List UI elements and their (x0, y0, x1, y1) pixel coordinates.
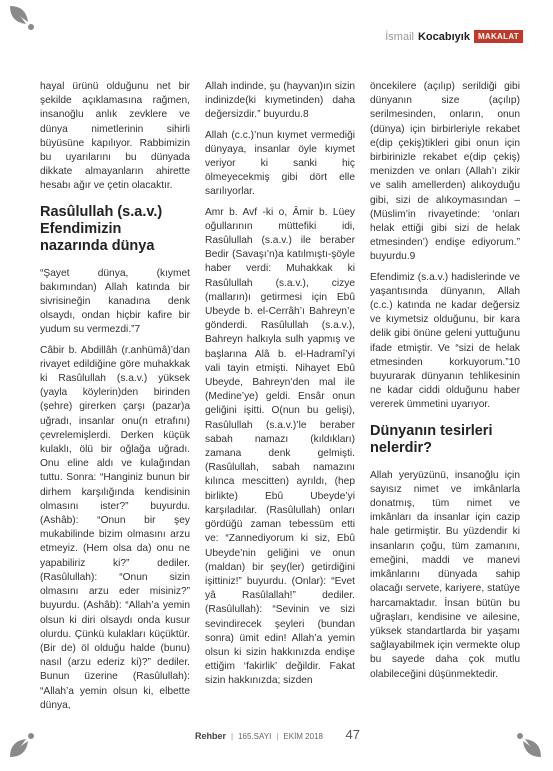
author-last-name: Kocabıyık (417, 30, 470, 43)
issue-date: EKİM 2018 (283, 732, 323, 741)
text-column-3 (370, 80, 520, 688)
paragraph: öncekilere (açılıp) serildiği gibi dünyanın size (açılıp) serilmesinden, onların, onun (dünya) için birbirleriyle rekabet e(dip çekiş)tikleri gibi onun için birbirinizle rekabet e(dip çekiş) menizden ve onları (Allah’ı zikir ve salih amellerden) alıkoyduğu gibi, sizi de alıkoymasından –(Müslim’in rivayetinde: ‘onları helak ettiği gibi sizi de helak etmesinden’) endişe ediyorum.” buyurdu.9 (370, 81, 520, 263)
page-footer (195, 727, 360, 742)
section-badge: MAKALAT (474, 30, 523, 43)
paragraph: Amr b. Avf -ki o, Âmir b. Lüey oğullarının müttefiki idi, Rasûlullah (s.a.v.) ile beraber Bedir (Savaşı’n)a katılmıştı-şöyle haber verdi: Muhakkak ki Rasûlullah (s.a.v.), cizye (malların)ı getirmesi için Ebû Ubeyde b. el-Cerrâh’ı Bahreyn’e gönderdi. Rasûlullah (s.a.v.), Bahreyn halkıyla sulh yapmış ve başlarına Alâ b. el-Hadramî’yi vali tayin etmişti. Nihayet Ebû Ubeyde, Bahreyn’den mal ile (Medine’ye) geldi. Ensâr onun geliğini işitti. O(nun bu gelişi), Rasûlullah (s.a.v.)’le beraber sabah namazı (kıldıkları) zamana denk gelmişti. (Rasûlullah, sabah namazını kılınca mescitten) ayrıldı, (hep birlikte) Ebû Ubeyde’yi karşıladılar. (Rasûlullah) onları gördüğü zaman tebessüm etti ve: “Zannediyorum ki siz, Ebû Ubeyde’nin geliğini ve onun (maldan) bir şey(ler) getirdiğini işittiniz!” buyurdu. (Onlar): “Evet yâ Rasûlallah!” dediler. (Rasûlullah): “Sevinin ve sizi sevindirecek şeyleri (bundan sonra) ümit edin! Allah’a yemin olsun ki sizin hakkınızda endişe ettiğim ‘fakirlik’ değildir. Fakat sizin hakkınızda; sizden (205, 206, 355, 687)
paragraph: hayal ürünü olduğunu net bir şekilde açıklamasına rağmen, insanoğlu anlık zevklere ve dünya nimetlerinin sihirli büyüsüne kapılıyor. Rabbimizin bu uyarılarını bu dünyada dikkate almayanların ahirette hesabı ağır ve çetin olacaktır. (40, 81, 190, 192)
paragraph: Allah indinde, şu (hayvan)ın sizin indinizde(ki kıymetinden) daha değersizdir.” buyurdu.8 (205, 81, 355, 121)
issue-number: 165.SAYI (238, 732, 272, 741)
corner-ornament-icon (6, 2, 52, 48)
corner-ornament-icon (6, 715, 52, 761)
paragraph: Allah yeryüzünü, insanoğlu için sayısız nimet ve imkânlarla donatmış, tüm nimet ve imkânları da insanlar için cazip hale getirmiştir. Bu yüzdendir ki insanların çoğu, tüm zamanını, emeğini, maddi ve manevi imkânlarını dünyada sahip olacağı servete, kariyere, statüye harcamaktadır. İnsan bütün bu uğraşları, kendisine ve ailesine, yüksek standartlarda bir yaşamı sağlayabilmek için vermekte olup bu sayede daha çok mutlu olabileceğini düşünmektedir. (370, 469, 520, 680)
section-heading: Rasûlullah (s.a.v.) Efendimizin nazarında dünya (40, 203, 163, 254)
text-column-2 (205, 80, 355, 695)
paragraph: “Şayet dünya, (kıymet bakımından) Allah katında bir sivrisineğin kanadına denk olsaydı, ondan hiçbir kafire bir yudum su vermezdi.”7 (40, 267, 190, 336)
divider: | (231, 732, 234, 741)
page-number: 47 (345, 727, 360, 742)
article-header (385, 30, 523, 43)
paragraph: Câbir b. Abdillâh (r.anhümâ)’dan rivayet edildiğine göre muhakkak ki Rasûlullah (s.a.v.) yüksek (yayla köylerin)den birinden (şehre) girerken çarşı (pazar)a uğradı, insanlar onu(n etrafını) çevrelemişlerdi. Derken küçük kulaklı, ölü bir oğlağa uğradı. Onu eline aldı ve kulağından tuttu. Sonra: “Hanginiz bunun bir dirhem karşılığında kendisinin olmasını ister?” buyurdu. (Ashâb): “Onun bir şey mukabilinde bizim olmasını arzu etmeyiz. (Hem olsa da) onu ne yapabiliriz ki?” dediler. (Rasûlullah): “Onun sizin olmasını arzu eder misiniz?” buyurdu. (Ashâb): “Allah’a yemin olsun ki diri olsaydı onda kusur olurdu. Çünkü kulakları küçüktür. (Bir de) öl olduğu halde (bunu) nasıl (arzu ederiz ki)?” dediler. Bunun üzerine (Rasûlullah): “Allah’a yemin olsun ki, elbette dünya, (40, 344, 190, 711)
paragraph: Efendimiz (s.a.v.) hadislerinde ve yaşantısında dünyanın, Allah (c.c.) katında ne kadar değersiz ve kıymetsiz olduğunu, bir kara delik gibi önüne geleni yuttuğunu ifade etmiştir. Ve “sizi de helak etmesinden korkuyorum.”10 buyurarak dünyanın tehlikesinin ne kadar ciddi olduğunu haber vererek ümmetini uyarıyor. (370, 271, 520, 411)
magazine-brand: Rehber (195, 731, 227, 741)
divider: | (276, 732, 279, 741)
author-first-name: İsmail (385, 30, 414, 43)
corner-ornament-icon (499, 715, 545, 761)
paragraph: Allah (c.c.)’nun kıymet vermediği dünyaya, insanlar öyle kıymet veriyor ki sanki hiç ölmeyecekmiş gibi dört elle sarılıyorlar. (205, 129, 355, 198)
section-heading: Dünyanın tesirleri nelerdir? (370, 422, 493, 456)
text-column-1 (40, 80, 190, 719)
